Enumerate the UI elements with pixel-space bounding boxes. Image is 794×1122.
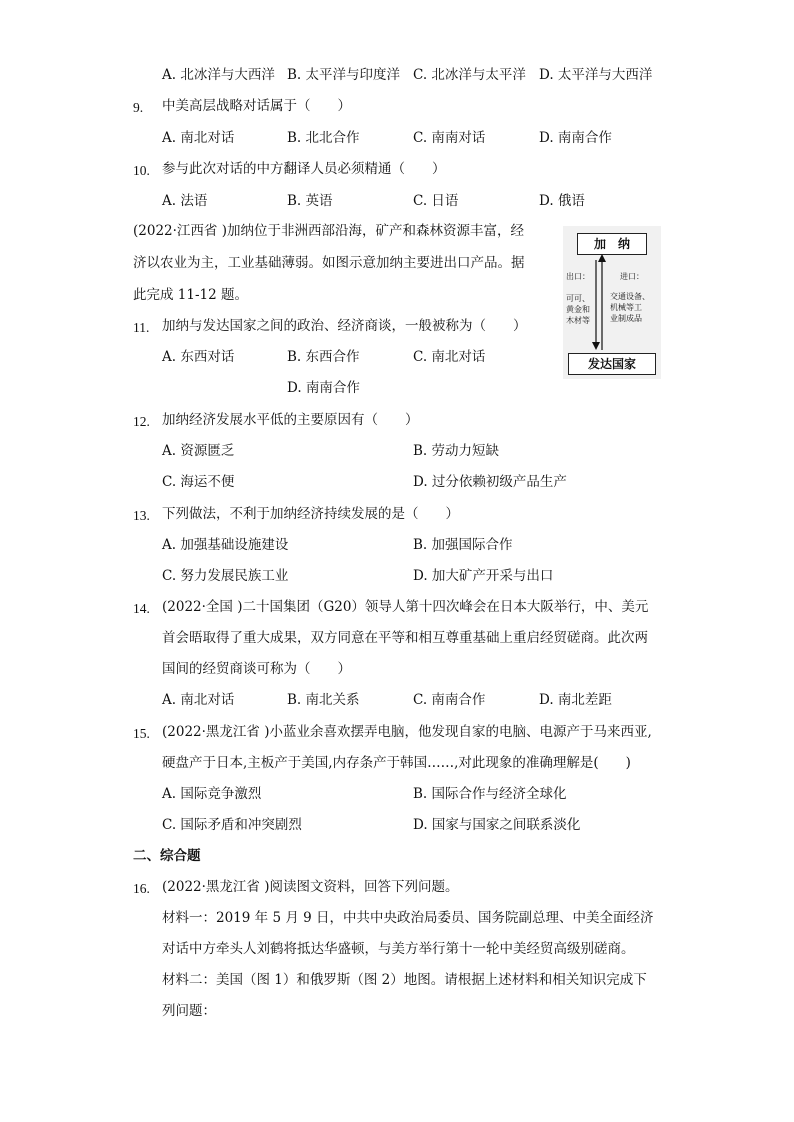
- q11-option-b: B. 东西合作: [287, 349, 360, 365]
- q11-option-c: C. 南北对话: [413, 349, 486, 365]
- figure-import-item-1: 交通设备、: [610, 292, 650, 301]
- q15-option-b: B. 国际合作与经济全球化: [413, 786, 567, 802]
- q10-option-b: B. 英语: [287, 193, 333, 209]
- q9-number: 9.: [133, 100, 144, 115]
- q9-option-c: C. 南南对话: [413, 130, 486, 146]
- q9-option-a: A. 南北对话: [162, 130, 235, 146]
- q13-option-b: B. 加强国际合作: [413, 537, 513, 553]
- q8-option-b: B. 太平洋与印度洋: [287, 67, 401, 83]
- q12-stem: 加纳经济发展水平低的主要原因有（ ）: [162, 412, 419, 428]
- q12-option-d: D. 过分依赖初级产品生产: [413, 474, 567, 490]
- q16-stem: (2022·黑龙江省 )阅读图文资料，回答下列问题。: [162, 879, 459, 895]
- figure-export-label: 出口：: [566, 272, 590, 281]
- q9-stem: 中美高层战略对话属于（ ）: [162, 98, 351, 114]
- q15-stem-line-1: (2022·黑龙江省 )小蓝业余喜欢摆弄电脑，他发现自家的电脑、电源产于马来西亚,: [162, 724, 652, 740]
- q11-stem: 加纳与发达国家之间的政治、经济商谈，一般被称为（ ）: [162, 318, 527, 334]
- figure-import-item-3: 业制成品: [610, 314, 642, 323]
- q15-stem-line-2: 硬盘产于日本,主板产于美国,内存条产于韩国……,对此现象的准确理解是( ): [162, 755, 631, 771]
- export-arrow-head: [592, 342, 600, 350]
- figure-export-item-3: 木材等: [566, 316, 590, 325]
- figure-import-label: 进口：: [620, 272, 644, 281]
- figure-box-ghana: 加 纳: [577, 233, 647, 255]
- q14-number: 14.: [133, 601, 150, 616]
- q14-stem-line-1: (2022·全国 )二十国集团（G20）领导人第十四次峰会在日本大阪举行，中、美元: [162, 599, 649, 615]
- figure-export-item-2: 黄金和: [566, 305, 590, 314]
- q8-option-d: D. 太平洋与大西洋: [539, 67, 653, 83]
- figure-import-item-2: 机械等工: [610, 303, 642, 312]
- q8-option-a: A. 北冰洋与大西洋: [162, 67, 275, 83]
- section-title: 二、综合题: [133, 848, 201, 864]
- q10-option-c: C. 日语: [413, 193, 459, 209]
- q12-number: 12.: [133, 414, 150, 429]
- q15-number: 15.: [133, 726, 150, 741]
- q10-option-a: A. 法语: [162, 193, 208, 209]
- q12-option-b: B. 劳动力短缺: [413, 443, 500, 459]
- q14-option-d: D. 南北差距: [539, 692, 612, 708]
- intro-line-3: 此完成 11-12 题。: [133, 287, 249, 303]
- q11-number: 11.: [133, 320, 150, 335]
- import-arrow-head: [598, 254, 606, 262]
- q16-number: 16.: [133, 881, 150, 896]
- q10-number: 10.: [133, 163, 150, 178]
- q13-stem: 下列做法，不利于加纳经济持续发展的是（ ）: [162, 506, 459, 522]
- q13-option-d: D. 加大矿产开采与出口: [413, 568, 554, 584]
- q14-stem-line-3: 国间的经贸商谈可称为（ ）: [162, 661, 351, 677]
- q12-option-c: C. 海运不便: [162, 474, 235, 490]
- q16-material-1-line-2: 对话中方牵头人刘鹤将抵达华盛顿，与美方举行第十一轮中美经贸高级别磋商。: [162, 941, 635, 957]
- q14-option-a: A. 南北对话: [162, 692, 235, 708]
- q11-option-d: D. 南南合作: [287, 380, 360, 396]
- q15-option-a: A. 国际竞争激烈: [162, 786, 262, 802]
- q13-option-c: C. 努力发展民族工业: [162, 568, 289, 584]
- q12-option-a: A. 资源匮乏: [162, 443, 235, 459]
- q16-material-2-line-2: 列问题：: [162, 1003, 216, 1019]
- q16-material-2-line-1: 材料二：美国（图 1）和俄罗斯（图 2）地图。请根据上述材料和相关知识完成下: [162, 972, 647, 988]
- q15-option-d: D. 国家与国家之间联系淡化: [413, 817, 581, 833]
- q13-option-a: A. 加强基础设施建设: [162, 537, 289, 553]
- q14-option-c: C. 南南合作: [413, 692, 486, 708]
- q14-option-b: B. 南北关系: [287, 692, 360, 708]
- q14-stem-line-2: 首会晤取得了重大成果，双方同意在平等和相互尊重基础上重启经贸磋商。此次两: [162, 630, 648, 646]
- intro-line-1: (2022·江西省 )加纳位于非洲西部沿海，矿产和森林资源丰富，经: [133, 223, 524, 239]
- ghana-trade-figure: [563, 226, 661, 379]
- q11-option-a: A. 东西对话: [162, 349, 235, 365]
- q16-material-1-line-1: 材料一：2019 年 5 月 9 日，中共中央政治局委员、国务院副总理、中美全面经济: [162, 910, 654, 926]
- q9-option-b: B. 北北合作: [287, 130, 360, 146]
- q8-option-c: C. 北冰洋与太平洋: [413, 67, 526, 83]
- intro-line-2: 济以农业为主，工业基础薄弱。如图示意加纳主要进出口产品。据: [133, 255, 525, 271]
- figure-export-item-1: 可可、: [566, 294, 590, 303]
- q10-stem: 参与此次对话的中方翻译人员必须精通（ ）: [162, 161, 446, 177]
- q13-number: 13.: [133, 508, 150, 523]
- q9-option-d: D. 南南合作: [539, 130, 612, 146]
- figure-box-developed-countries: 发达国家: [568, 353, 656, 375]
- q15-option-c: C. 国际矛盾和冲突剧烈: [162, 817, 302, 833]
- q10-option-d: D. 俄语: [539, 193, 585, 209]
